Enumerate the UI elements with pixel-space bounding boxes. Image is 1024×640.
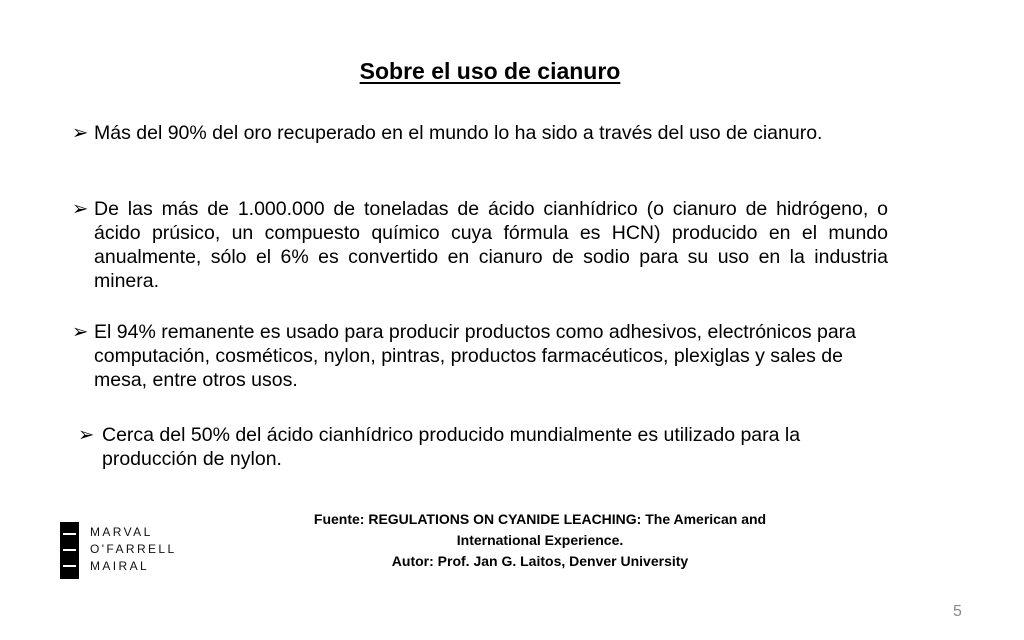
bullet-text: El 94% remanente es usado para producir productos como adhesivos, electrónicos para computación, cosméticos, nylon, pintras, productos farmacéuticos, plexiglas y sales de mesa, entre otros usos. bbox=[94, 321, 857, 391]
arrow-bullet-icon: ➢ bbox=[72, 198, 89, 220]
arrow-bullet-icon: ➢ bbox=[72, 321, 89, 343]
bullet-text: Cerca del 50% del ácido cianhídrico producido mundialmente es utilizado para la producción de nylon. bbox=[102, 424, 801, 470]
logo-text-line: O'FARRELL bbox=[90, 542, 177, 556]
bullet-item bbox=[72, 121, 862, 145]
bullet-text: Más del 90% del oro recuperado en el mundo lo ha sido a través del uso de cianuro. bbox=[94, 122, 823, 144]
source-line: Fuente: REGULATIONS ON CYANIDE LEACHING: The American and bbox=[313, 511, 767, 527]
logo-text-line: MARVAL bbox=[90, 525, 153, 539]
page-number: 5 bbox=[953, 603, 962, 620]
arrow-bullet-icon: ➢ bbox=[72, 122, 89, 144]
bullet-item bbox=[72, 197, 888, 293]
logo-mark bbox=[60, 522, 79, 579]
bullet-item bbox=[72, 320, 862, 392]
source-line: International Experience. bbox=[456, 532, 624, 548]
slide-title: Sobre el uso de cianuro bbox=[359, 58, 621, 84]
bullet-text: De las más de 1.000.000 de toneladas de ácido cianhídrico (o cianuro de hidrógeno, o ácido prúsico, un compuesto químico cuya fórmula es HCN) producido en el mundo anualmente, sólo el 6% es convertido en cianuro de sodio para su uso en la industria minera. bbox=[94, 198, 888, 292]
logo-text-line: MAIRAL bbox=[90, 559, 150, 573]
source-citation bbox=[260, 509, 820, 572]
bullet-item bbox=[78, 423, 898, 471]
source-line: Autor: Prof. Jan G. Laitos, Denver University bbox=[391, 553, 689, 569]
arrow-bullet-icon: ➢ bbox=[78, 424, 95, 446]
